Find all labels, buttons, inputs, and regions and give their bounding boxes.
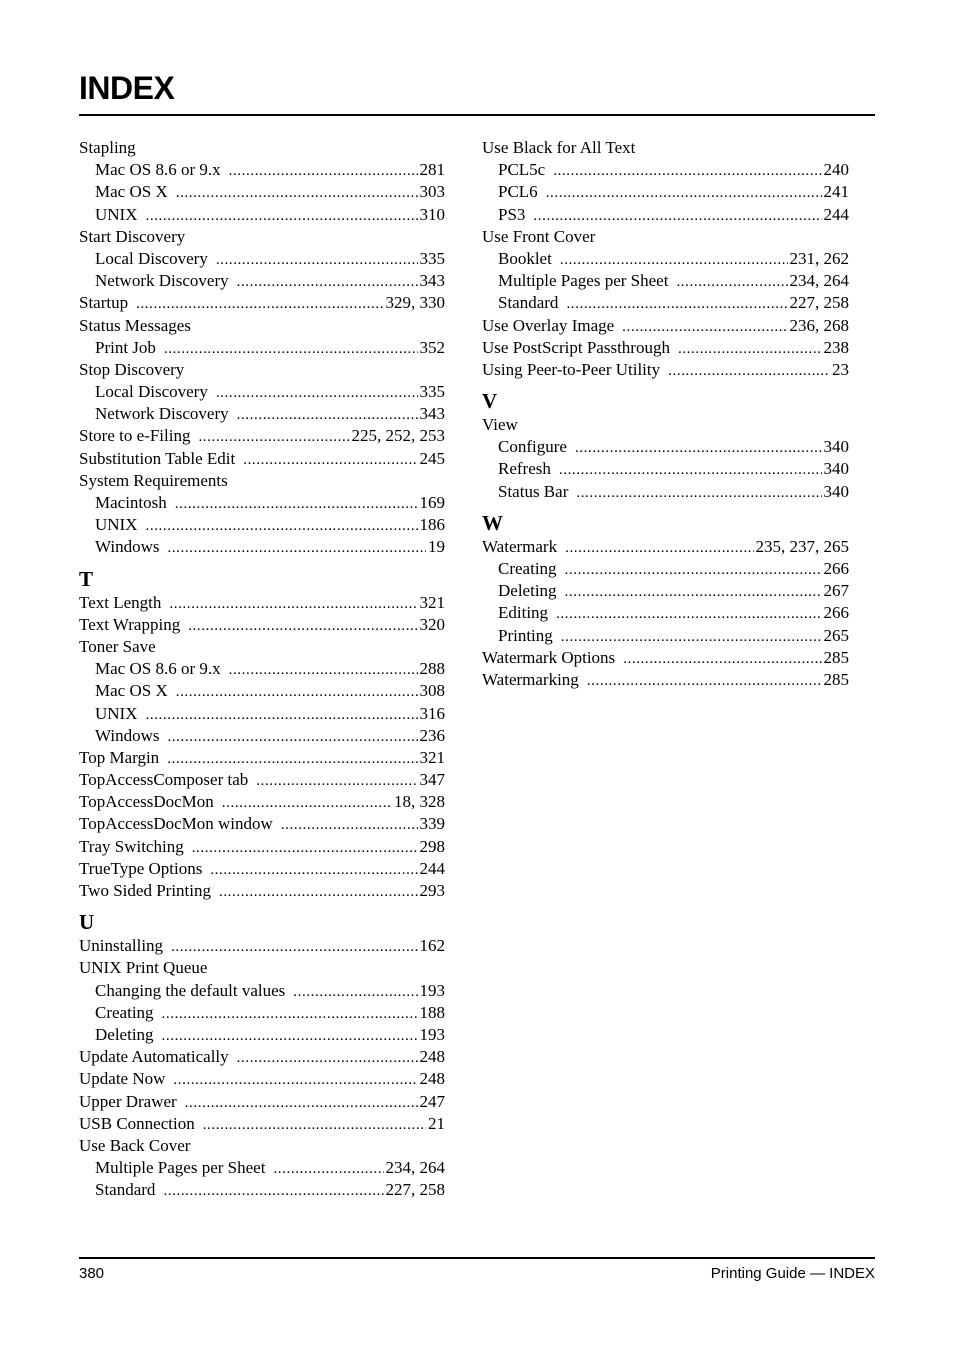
entry-term: Mac OS 8.6 or 9.x bbox=[95, 659, 221, 679]
entry-term: Creating bbox=[95, 1002, 154, 1022]
entry-pages[interactable]: 231, 262 bbox=[789, 248, 849, 268]
index-subentry bbox=[79, 725, 445, 747]
entry-term: Deleting bbox=[498, 581, 557, 601]
index-subentry bbox=[79, 703, 445, 725]
index-entry bbox=[79, 769, 445, 791]
index-entry bbox=[79, 836, 445, 858]
dot-leader bbox=[188, 615, 417, 637]
index-subentry bbox=[79, 1024, 445, 1046]
entry-pages[interactable]: 247 bbox=[419, 1091, 445, 1111]
entry-term: Substitution Table Edit bbox=[79, 448, 236, 468]
dot-leader bbox=[281, 814, 418, 836]
index-entry: Use Black for All Text bbox=[482, 138, 636, 157]
index-entry: Stop Discovery bbox=[79, 359, 185, 379]
entry-pages[interactable]: 235, 237, 265 bbox=[755, 536, 849, 556]
entry-pages[interactable]: 244 bbox=[419, 858, 445, 878]
index-subentry bbox=[482, 248, 849, 270]
index-entry bbox=[79, 425, 445, 447]
index-subentry bbox=[79, 403, 445, 425]
entry-term: Multiple Pages per Sheet bbox=[95, 1158, 266, 1178]
dot-leader bbox=[173, 1069, 417, 1091]
entry-term: Macintosh bbox=[95, 493, 167, 512]
dot-leader bbox=[622, 316, 787, 338]
index-entry bbox=[482, 315, 849, 337]
entry-pages[interactable]: 236, 268 bbox=[789, 315, 849, 335]
index-subentry bbox=[482, 204, 849, 226]
entry-term: Editing bbox=[498, 603, 549, 623]
header-rule bbox=[79, 114, 875, 116]
dot-leader bbox=[587, 670, 822, 692]
entry-term: Print Job bbox=[95, 337, 156, 357]
section-letter-w: W bbox=[482, 510, 503, 535]
index-subentry bbox=[482, 602, 849, 624]
entry-pages[interactable]: 265 bbox=[823, 625, 849, 645]
index-subentry bbox=[482, 436, 849, 458]
index-subentry bbox=[482, 292, 849, 314]
dot-leader bbox=[556, 603, 821, 625]
entry-pages[interactable]: 340 bbox=[823, 481, 849, 501]
index-subentry bbox=[79, 248, 445, 270]
entry-term: PCL6 bbox=[498, 182, 538, 202]
entry-pages[interactable]: 321 bbox=[419, 747, 445, 767]
entry-term: TrueType Options bbox=[79, 858, 203, 878]
index-entry bbox=[79, 1113, 445, 1135]
dot-leader bbox=[146, 515, 418, 537]
footer-rule bbox=[79, 1257, 875, 1259]
entry-pages[interactable]: 285 bbox=[823, 669, 849, 689]
entry-pages[interactable]: 339 bbox=[419, 814, 445, 834]
entry-term: Use PostScript Passthrough bbox=[482, 337, 670, 357]
index-subentry bbox=[79, 980, 445, 1002]
entry-term: TopAccessComposer tab bbox=[79, 770, 249, 790]
index-entry bbox=[79, 880, 445, 902]
entry-term: UNIX bbox=[95, 703, 138, 723]
dot-leader bbox=[237, 271, 418, 293]
index-entry bbox=[79, 592, 445, 614]
dot-leader bbox=[163, 1180, 383, 1202]
index-subentry bbox=[79, 159, 445, 181]
entry-term: Watermark bbox=[482, 536, 558, 556]
entry-pages[interactable]: 329, 330 bbox=[385, 293, 445, 313]
dot-leader bbox=[229, 160, 418, 182]
index-entry: System Requirements bbox=[79, 470, 228, 490]
index-entry bbox=[79, 791, 445, 813]
dot-leader bbox=[164, 338, 418, 360]
entry-pages[interactable]: 23 bbox=[832, 359, 849, 379]
entry-term: Network Discovery bbox=[95, 271, 229, 291]
index-entry: Use Back Cover bbox=[79, 1135, 191, 1155]
entry-term: TopAccessDocMon bbox=[79, 792, 214, 812]
dot-leader bbox=[256, 770, 417, 792]
index-entry: View bbox=[482, 415, 518, 435]
entry-pages[interactable]: 266 bbox=[823, 603, 849, 623]
entry-term: Uninstalling bbox=[79, 936, 164, 956]
index-entry bbox=[79, 448, 445, 470]
index-subentry bbox=[482, 625, 849, 647]
entry-pages[interactable]: 285 bbox=[823, 647, 849, 667]
dot-leader bbox=[293, 981, 417, 1003]
entry-pages[interactable]: 227, 258 bbox=[385, 1180, 445, 1200]
index-subentry bbox=[482, 558, 849, 580]
index-column-right bbox=[482, 137, 849, 691]
dot-leader bbox=[219, 881, 418, 903]
entry-pages[interactable]: 340 bbox=[823, 437, 849, 457]
index-entry bbox=[79, 292, 445, 314]
entry-term: Text Wrapping bbox=[79, 614, 181, 634]
entry-pages[interactable]: 188 bbox=[419, 1002, 445, 1022]
entry-term: Update Now bbox=[79, 1069, 166, 1089]
dot-leader bbox=[565, 537, 753, 559]
dot-leader bbox=[192, 837, 418, 859]
index-subentry bbox=[482, 481, 849, 503]
entry-pages[interactable]: 21 bbox=[428, 1113, 445, 1133]
entry-term: Creating bbox=[498, 559, 557, 578]
entry-pages[interactable]: 234, 264 bbox=[789, 271, 849, 291]
index-entry: UNIX Print Queue bbox=[79, 958, 208, 978]
dot-leader bbox=[559, 459, 822, 481]
entry-term: Multiple Pages per Sheet bbox=[498, 271, 669, 291]
index-subentry bbox=[79, 1179, 445, 1201]
index-entry: Stapling bbox=[79, 138, 136, 157]
entry-pages[interactable]: 288 bbox=[419, 659, 445, 679]
entry-term: PS3 bbox=[498, 204, 526, 224]
index-entry bbox=[79, 1046, 445, 1068]
dot-leader bbox=[185, 1092, 418, 1114]
page-title: INDEX bbox=[79, 70, 175, 106]
entry-pages[interactable]: 19 bbox=[428, 537, 445, 557]
entry-term: Text Length bbox=[79, 592, 162, 612]
entry-pages[interactable]: 238 bbox=[823, 337, 849, 357]
dot-leader bbox=[146, 704, 418, 726]
index-entry bbox=[79, 1068, 445, 1090]
index-subentry bbox=[79, 337, 445, 359]
dot-leader bbox=[561, 626, 822, 648]
entry-pages[interactable]: 298 bbox=[419, 836, 445, 856]
entry-pages[interactable]: 343 bbox=[419, 271, 445, 291]
dot-leader bbox=[222, 792, 392, 814]
index-subentry bbox=[482, 181, 849, 203]
dot-leader bbox=[565, 581, 822, 603]
index-entry bbox=[79, 858, 445, 880]
index-subentry bbox=[79, 680, 445, 702]
entry-pages[interactable]: 293 bbox=[419, 881, 445, 900]
entry-term: Startup bbox=[79, 293, 129, 313]
index-entry bbox=[482, 647, 849, 669]
index-subentry bbox=[79, 514, 445, 536]
index-entry bbox=[482, 536, 849, 558]
entry-pages[interactable]: 186 bbox=[419, 515, 445, 535]
index-subentry bbox=[482, 159, 849, 181]
entry-pages[interactable]: 245 bbox=[419, 448, 445, 468]
entry-pages[interactable]: 281 bbox=[419, 160, 445, 180]
entry-term: Mac OS 8.6 or 9.x bbox=[95, 160, 221, 180]
entry-term: UNIX bbox=[95, 204, 138, 224]
dot-leader bbox=[203, 1114, 426, 1136]
dot-leader bbox=[546, 182, 822, 204]
index-entry bbox=[79, 1091, 445, 1113]
dot-leader bbox=[162, 1025, 418, 1047]
index-subentry bbox=[79, 270, 445, 292]
entry-term: Booklet bbox=[498, 248, 552, 268]
entry-term: Top Margin bbox=[79, 747, 160, 767]
dot-leader bbox=[273, 1158, 383, 1180]
index-entry bbox=[79, 747, 445, 769]
entry-term: Windows bbox=[95, 537, 160, 557]
entry-pages[interactable]: 18, 328 bbox=[394, 792, 445, 812]
entry-term: Use Overlay Image bbox=[482, 315, 615, 335]
section-letter-t: T bbox=[79, 566, 94, 591]
footer-title: Printing Guide — INDEX bbox=[710, 1265, 875, 1282]
entry-term: PCL5c bbox=[498, 160, 546, 180]
dot-leader bbox=[176, 681, 418, 703]
entry-pages[interactable]: 193 bbox=[419, 1024, 445, 1044]
dot-leader bbox=[237, 1047, 418, 1069]
dot-leader bbox=[229, 659, 418, 681]
entry-pages[interactable]: 308 bbox=[419, 681, 445, 701]
dot-leader bbox=[575, 437, 822, 459]
entry-pages[interactable]: 193 bbox=[419, 980, 445, 1000]
dot-leader bbox=[533, 205, 821, 227]
entry-pages[interactable]: 241 bbox=[823, 182, 849, 202]
entry-term: Watermarking bbox=[482, 669, 579, 689]
dot-leader bbox=[678, 338, 822, 360]
entry-term: Local Discovery bbox=[95, 248, 208, 268]
entry-pages[interactable]: 234, 264 bbox=[385, 1158, 445, 1178]
entry-term: UNIX bbox=[95, 515, 138, 535]
entry-pages[interactable]: 240 bbox=[823, 160, 849, 180]
entry-pages[interactable]: 310 bbox=[419, 204, 445, 224]
index-subentry bbox=[79, 1157, 445, 1179]
dot-leader bbox=[553, 160, 821, 182]
entry-term: Tray Switching bbox=[79, 836, 184, 856]
section-letter-v: V bbox=[482, 389, 498, 414]
entry-pages[interactable]: 340 bbox=[823, 459, 849, 479]
index-subentry bbox=[79, 381, 445, 403]
entry-pages[interactable]: 352 bbox=[419, 337, 445, 357]
index-column-left bbox=[79, 137, 445, 1201]
dot-leader bbox=[175, 493, 418, 515]
entry-pages[interactable]: 236 bbox=[419, 725, 445, 745]
entry-term: Network Discovery bbox=[95, 404, 229, 424]
entry-term: Store to e-Filing bbox=[79, 426, 191, 446]
index-subentry bbox=[482, 270, 849, 292]
dot-leader bbox=[676, 271, 787, 293]
dot-leader bbox=[668, 360, 830, 382]
index-entry: Use Front Cover bbox=[482, 226, 596, 246]
index-subentry bbox=[79, 204, 445, 226]
page-number: 380 bbox=[79, 1265, 105, 1282]
entry-pages[interactable]: 248 bbox=[419, 1047, 445, 1067]
entry-term: Changing the default values bbox=[95, 980, 286, 1000]
index-entry bbox=[79, 935, 445, 957]
dot-leader bbox=[171, 936, 417, 958]
entry-pages[interactable]: 321 bbox=[419, 592, 445, 612]
entry-term: Refresh bbox=[498, 459, 551, 479]
entry-term: Configure bbox=[498, 437, 567, 457]
entry-pages[interactable]: 347 bbox=[419, 770, 445, 790]
dot-leader bbox=[237, 404, 418, 426]
entry-pages[interactable]: 316 bbox=[419, 703, 445, 723]
index-subentry bbox=[79, 492, 445, 514]
dot-leader bbox=[198, 426, 349, 448]
index-subentry bbox=[482, 458, 849, 480]
dot-leader bbox=[167, 748, 417, 770]
index-entry bbox=[482, 359, 849, 381]
index-subentry bbox=[79, 181, 445, 203]
index-subentry bbox=[79, 536, 445, 558]
entry-pages[interactable]: 225, 252, 253 bbox=[351, 426, 445, 446]
entry-pages[interactable]: 320 bbox=[419, 614, 445, 634]
entry-term: Using Peer-to-Peer Utility bbox=[482, 359, 661, 379]
section-letter-u: U bbox=[79, 910, 95, 935]
index-entry: Status Messages bbox=[79, 315, 191, 335]
dot-leader bbox=[216, 249, 418, 271]
entry-pages[interactable]: 248 bbox=[419, 1069, 445, 1089]
dot-leader bbox=[167, 537, 426, 559]
dot-leader bbox=[566, 293, 787, 315]
dot-leader bbox=[146, 205, 418, 227]
index-entry: Start Discovery bbox=[79, 226, 186, 246]
dot-leader bbox=[176, 182, 418, 204]
entry-pages[interactable]: 303 bbox=[419, 182, 445, 202]
entry-pages[interactable]: 343 bbox=[419, 404, 445, 424]
dot-leader bbox=[565, 559, 822, 581]
entry-term: Printing bbox=[498, 625, 553, 645]
index-entry bbox=[482, 337, 849, 359]
dot-leader bbox=[576, 482, 821, 504]
entry-term: Mac OS X bbox=[95, 681, 168, 701]
dot-leader bbox=[167, 726, 417, 748]
entry-pages[interactable]: 266 bbox=[823, 559, 849, 578]
entry-pages[interactable]: 169 bbox=[419, 493, 445, 512]
index-entry bbox=[482, 669, 849, 691]
entry-pages[interactable]: 244 bbox=[823, 204, 849, 224]
dot-leader bbox=[216, 382, 418, 404]
entry-term: TopAccessDocMon window bbox=[79, 814, 273, 834]
dot-leader bbox=[243, 449, 417, 471]
entry-term: Mac OS X bbox=[95, 182, 168, 202]
dot-leader bbox=[560, 249, 788, 271]
entry-pages[interactable]: 267 bbox=[823, 581, 849, 601]
entry-term: Standard bbox=[498, 293, 559, 313]
entry-pages[interactable]: 227, 258 bbox=[789, 293, 849, 313]
entry-term: Two Sided Printing bbox=[79, 881, 211, 900]
dot-leader bbox=[136, 293, 383, 315]
entry-term: Windows bbox=[95, 725, 160, 745]
index-entry bbox=[79, 813, 445, 835]
index-subentry bbox=[482, 580, 849, 602]
dot-leader bbox=[210, 859, 417, 881]
index-subentry bbox=[79, 1002, 445, 1024]
entry-term: Status Bar bbox=[498, 481, 569, 501]
entry-term: Watermark Options bbox=[482, 647, 616, 667]
index-entry: Toner Save bbox=[79, 636, 156, 656]
index-subentry bbox=[79, 658, 445, 680]
entry-term: Standard bbox=[95, 1180, 156, 1200]
entry-term: Deleting bbox=[95, 1024, 154, 1044]
entry-term: USB Connection bbox=[79, 1113, 195, 1133]
entry-term: Update Automatically bbox=[79, 1047, 229, 1067]
entry-term: Upper Drawer bbox=[79, 1091, 177, 1111]
entry-pages[interactable]: 162 bbox=[419, 936, 445, 956]
entry-pages[interactable]: 335 bbox=[419, 382, 445, 402]
entry-pages[interactable]: 335 bbox=[419, 248, 445, 268]
dot-leader bbox=[169, 593, 417, 615]
index-entry bbox=[79, 614, 445, 636]
dot-leader bbox=[623, 648, 821, 670]
dot-leader bbox=[162, 1003, 418, 1025]
entry-term: Local Discovery bbox=[95, 382, 208, 402]
